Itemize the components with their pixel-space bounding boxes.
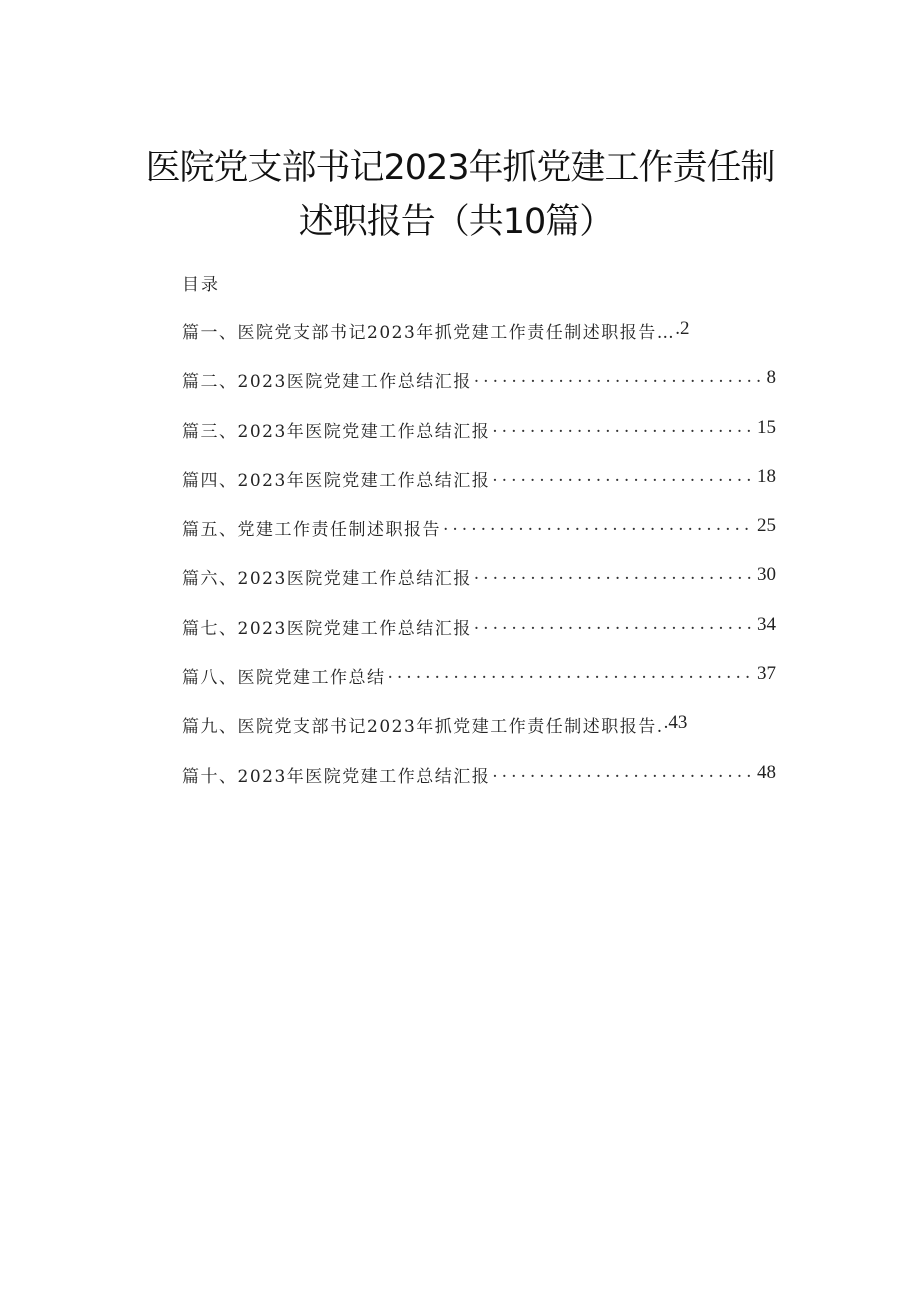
toc-entry-label: 篇九、医院党支部书记2023年抓党建工作责任制述职报告. (182, 717, 664, 738)
toc-heading: 目录 (182, 275, 220, 295)
toc-entry-page: 30 (757, 564, 776, 586)
toc-leader-dots (474, 614, 755, 634)
toc-entry-page: 25 (757, 515, 776, 537)
toc-entry-label: 篇七、2023医院党建工作总结汇报 (182, 618, 472, 639)
toc-entry-label: 篇六、2023医院党建工作总结汇报 (182, 569, 472, 590)
toc-entry-page: 15 (757, 416, 776, 438)
table-of-contents (182, 318, 776, 811)
toc-entry-page: 37 (757, 663, 776, 685)
toc-entry[interactable] (182, 515, 776, 564)
toc-entry[interactable] (182, 367, 776, 416)
toc-leader-dots (492, 762, 755, 782)
toc-entry[interactable] (182, 466, 776, 515)
toc-entry-label: 篇二、2023医院党建工作总结汇报 (182, 372, 472, 393)
toc-entry-label: 篇一、医院党支部书记2023年抓党建工作责任制述职报告… (182, 323, 676, 343)
toc-entry[interactable] (182, 712, 776, 761)
toc-entry-page: 34 (757, 613, 776, 635)
toc-entry-page: 8 (766, 367, 776, 389)
toc-leader-dots (474, 564, 755, 584)
toc-entry[interactable] (182, 417, 776, 466)
toc-entry-label: 篇五、党建工作责任制述职报告 (182, 520, 441, 541)
document-title-line-1: 医院党支部书记2023年抓党建工作责任制 (145, 148, 775, 188)
toc-entry-page: 48 (757, 761, 776, 783)
toc-leader-dots (388, 663, 756, 683)
toc-entry[interactable] (182, 564, 776, 613)
toc-entry-label: 篇三、2023年医院党建工作总结汇报 (182, 421, 491, 442)
toc-entry-page: .2 (675, 318, 690, 339)
toc-entry-label: 篇十、2023年医院党建工作总结汇报 (182, 766, 491, 787)
document-title-line-2: 述职报告（共10篇） (298, 202, 614, 242)
toc-leader-dots (443, 515, 755, 535)
toc-entry-page: 18 (757, 465, 776, 487)
toc-leader-dots (492, 417, 755, 437)
toc-entry[interactable] (182, 318, 776, 367)
toc-entry[interactable] (182, 762, 776, 811)
toc-entry-page: .43 (663, 712, 688, 734)
toc-entry[interactable] (182, 614, 776, 663)
toc-entry[interactable] (182, 663, 776, 712)
toc-leader-dots (492, 466, 755, 486)
toc-leader-dots (474, 367, 765, 387)
toc-entry-label: 篇四、2023年医院党建工作总结汇报 (182, 470, 491, 491)
toc-entry-label: 篇八、医院党建工作总结 (182, 668, 386, 689)
